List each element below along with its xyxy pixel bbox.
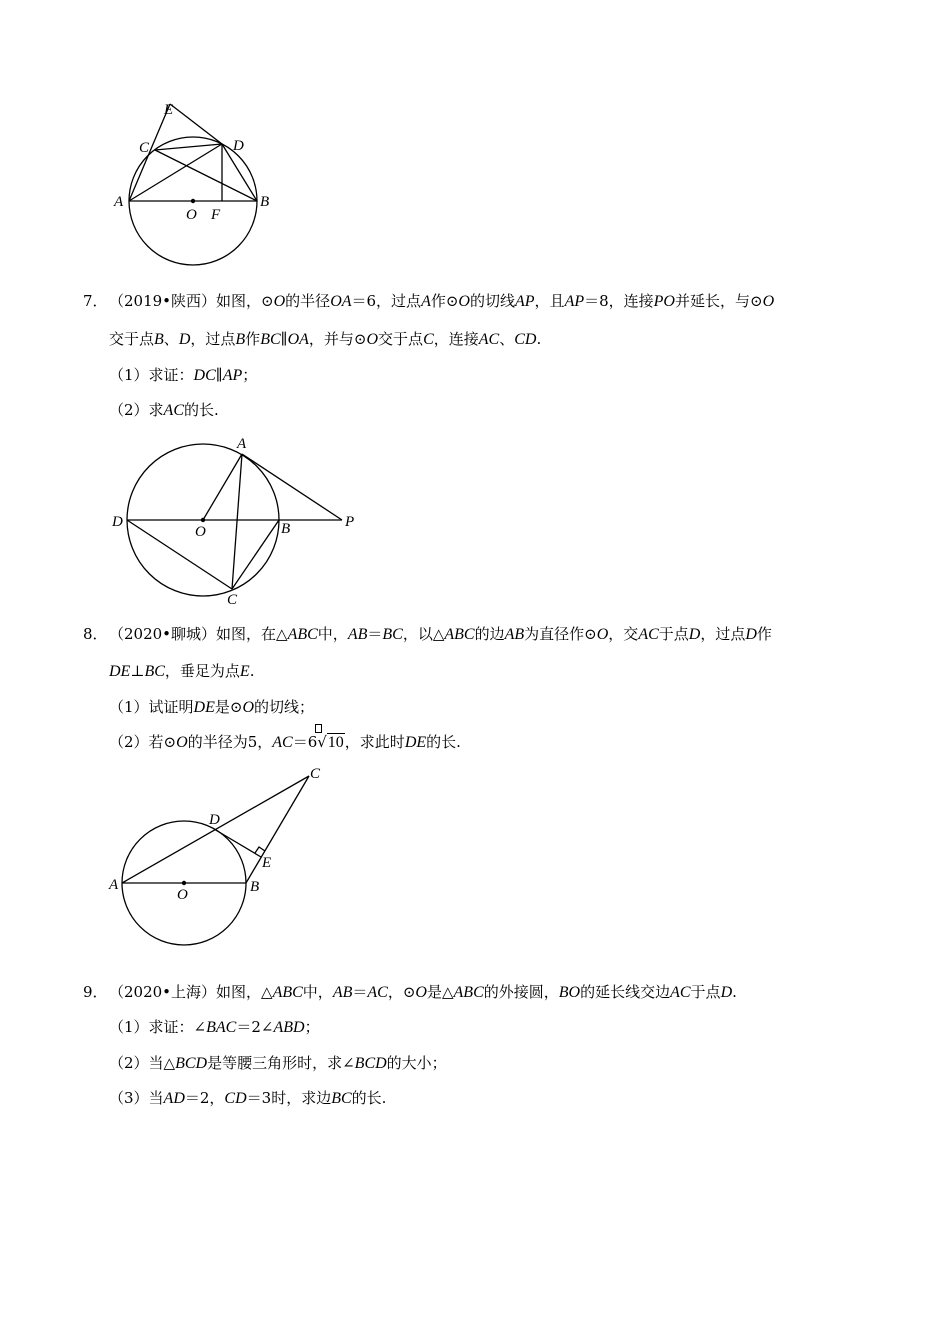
line-bc (246, 776, 309, 883)
label-a: A (237, 436, 247, 452)
label-b: B (250, 879, 260, 895)
q9-part3: （3）当AD＝2，CD＝3时，求边BC的长. (109, 1089, 387, 1107)
label-d: D (209, 812, 220, 828)
label-o: O (195, 524, 206, 540)
q9-part2: （2）当△BCD是等腰三角形时，求∠BCD的大小； (109, 1054, 447, 1072)
label-a: A (114, 194, 124, 210)
label-c: C (227, 592, 238, 608)
label-f: F (211, 207, 221, 223)
q8-part1: （1）试证明DE是⊙O的切线； (109, 698, 315, 716)
q8-line2: DE⊥BC，垂足为点E. (109, 662, 255, 680)
label-d: D (233, 138, 244, 154)
figure-8 (0, 0, 380, 960)
label-c: C (310, 766, 321, 782)
label-d: D (112, 514, 123, 530)
q9-part1: （1）求证：∠BAC＝2∠ABD； (109, 1018, 320, 1036)
q7-part1: （1）求证：DC∥AP； (109, 366, 258, 384)
label-p: P (345, 514, 355, 530)
label-e: E (262, 855, 272, 871)
q8-part2: （2）若⊙O的半径为5，AC＝6 √10，求此时DE的长. (109, 732, 461, 752)
q7-part2: （2）求AC的长. (109, 401, 219, 419)
sqrt-10: √10 (317, 732, 345, 753)
label-e: E (164, 102, 174, 118)
label-b: B (260, 194, 270, 210)
label-b: B (281, 521, 291, 537)
label-o: O (177, 887, 188, 903)
q7-line2: 交于点B、D，过点B作BC∥OA，并与⊙O交于点C，连接AC、CD. (109, 330, 542, 348)
q9-line1: 9．（2020•上海）如图，△ABC中，AB＝AC，⊙O是△ABC的外接圆，BO的延长线交边AC于点D. (83, 983, 737, 1001)
figure-8-svg (0, 0, 380, 960)
label-o: O (186, 207, 197, 223)
center-dot (182, 881, 186, 885)
label-c: C (139, 140, 150, 156)
q8-line1: 8．（2020•聊城）如图，在△ABC中，AB＝BC，以△ABC的边AB为直径作⊙O，交AC于点D，过点D作 (83, 625, 772, 643)
q7-line1: 7．（2019•陕西）如图，⊙O的半径OA＝6，过点A作⊙O的切线AP，且AP＝8，连接PO并延长，与⊙O (83, 292, 775, 310)
label-a: A (109, 877, 119, 893)
